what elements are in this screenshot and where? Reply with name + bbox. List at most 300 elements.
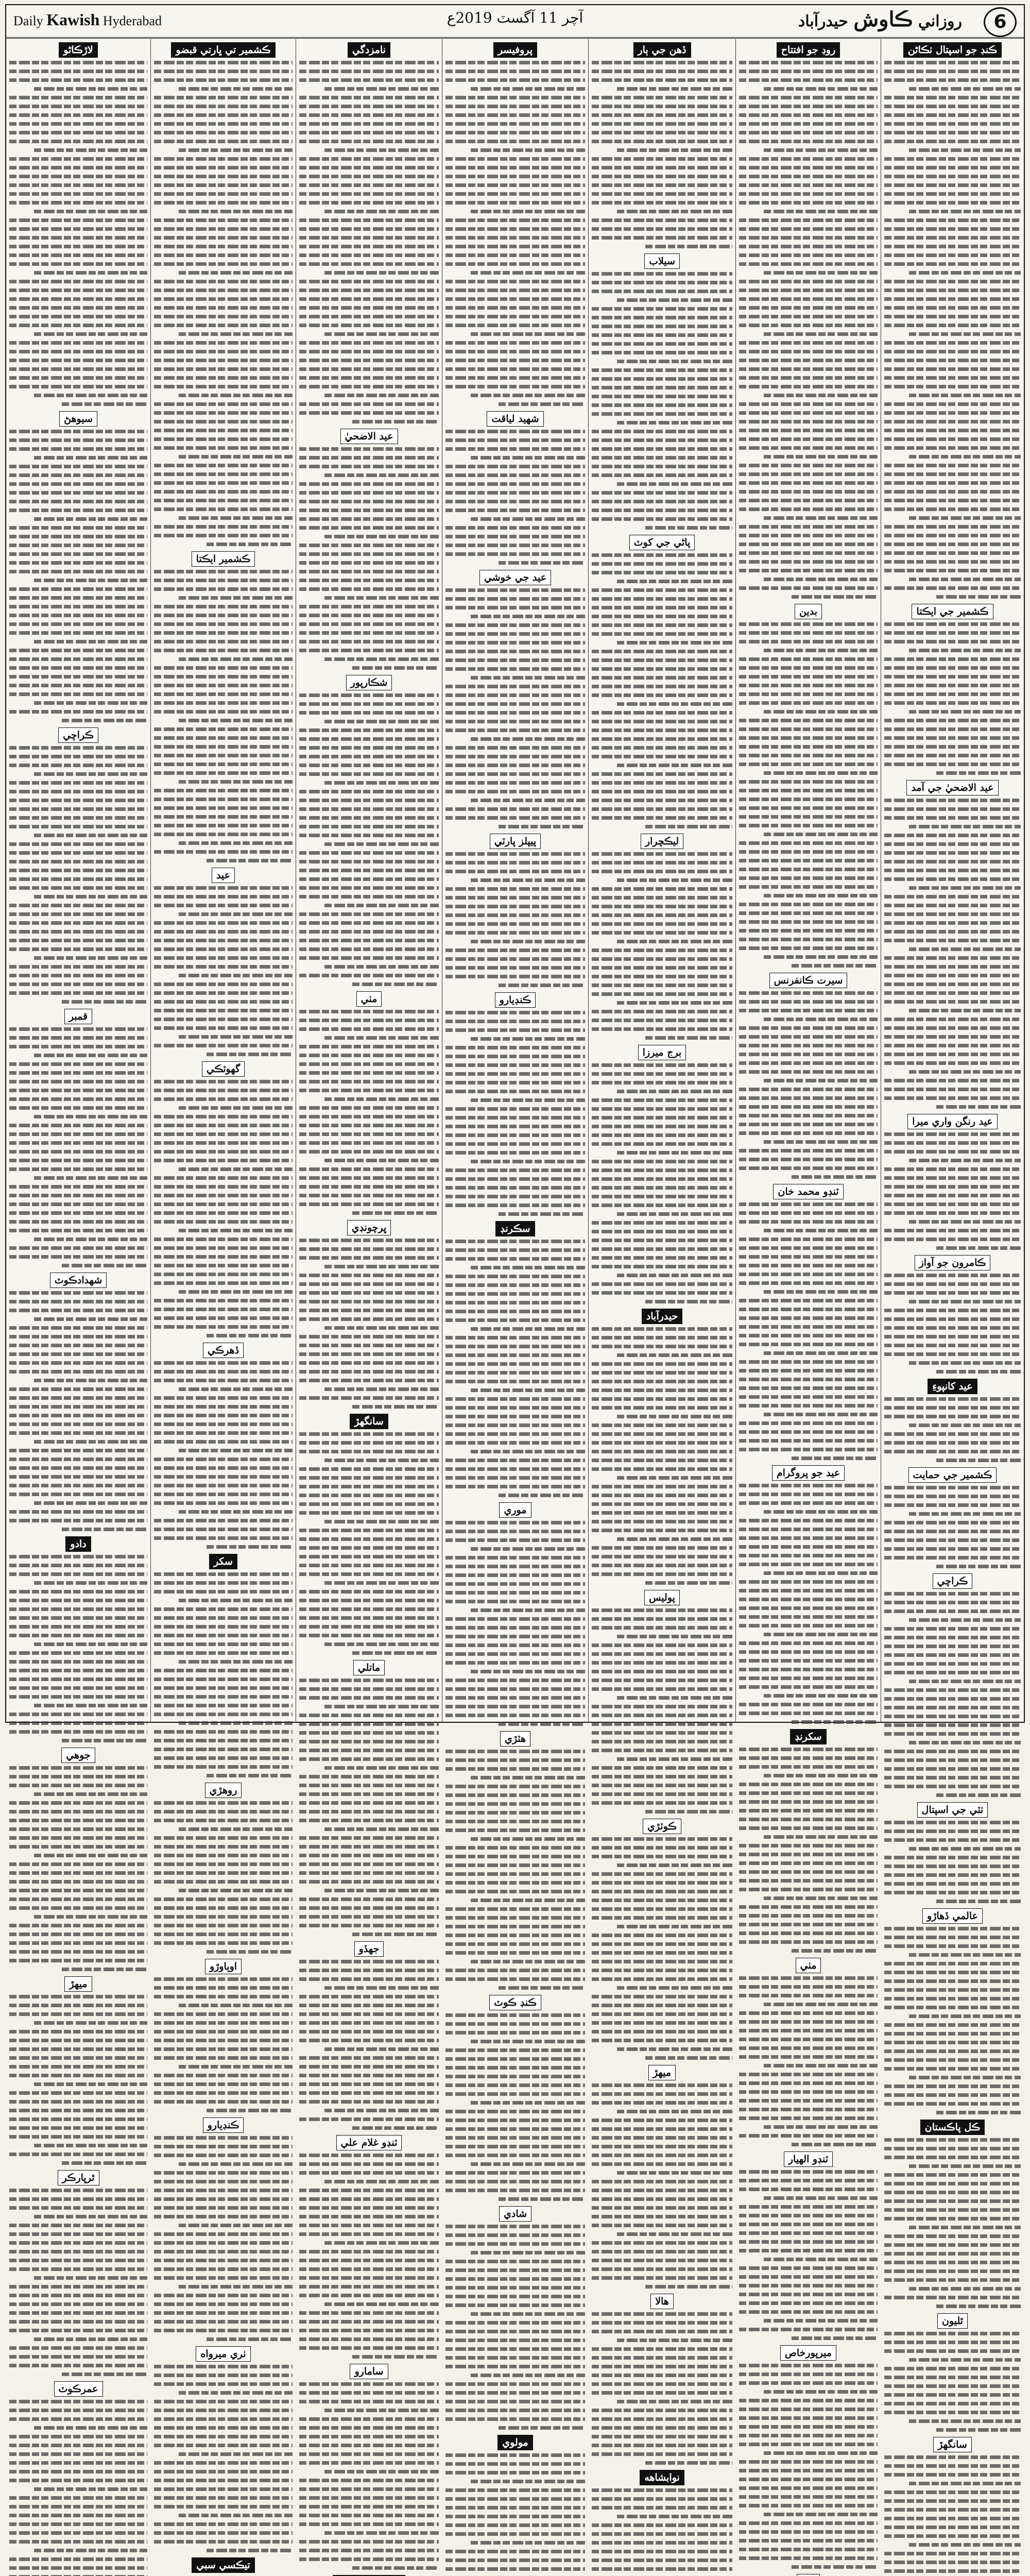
- text-line: [499, 1722, 585, 1726]
- text-line: [299, 1115, 439, 1118]
- text-line: [739, 1096, 878, 1100]
- text-line: [9, 245, 147, 248]
- text-line: [9, 675, 147, 679]
- text-line: [445, 2154, 585, 2157]
- text-line: [592, 1098, 732, 1102]
- text-line: [299, 183, 439, 187]
- text-line: [62, 1739, 147, 1742]
- text-line: [9, 1106, 147, 1110]
- text-line: [739, 675, 878, 679]
- text-line: [179, 841, 293, 845]
- text-line: [884, 543, 1021, 546]
- text-line: [884, 1000, 1021, 1004]
- text-line: [299, 1045, 439, 1048]
- text-line: [592, 1951, 732, 1955]
- text-line: [592, 2206, 732, 2210]
- text-line: [592, 799, 732, 802]
- text-line: [592, 1291, 732, 1295]
- text-line: [592, 2550, 732, 2553]
- text-line: [739, 324, 878, 327]
- story-body: [739, 2364, 878, 2569]
- story-headline: سکر: [209, 1554, 237, 1569]
- text-line: [884, 2349, 1021, 2353]
- text-line: [884, 183, 1021, 187]
- text-line: [154, 701, 293, 705]
- text-line: [739, 280, 878, 283]
- text-line: [592, 807, 732, 811]
- text-line: [154, 367, 293, 371]
- text-line: [592, 183, 732, 187]
- story-headline: شهدادڪوٽ: [50, 1273, 107, 1288]
- text-line: [299, 1906, 439, 1910]
- story-headline: جوهي: [61, 1748, 95, 1763]
- text-line: [9, 1431, 147, 1435]
- text-line: [445, 2567, 585, 2571]
- text-line: [299, 2294, 439, 2297]
- text-line: [884, 2067, 1021, 2071]
- text-line: [299, 456, 439, 460]
- text-line: [299, 1537, 439, 1541]
- text-line: [9, 807, 147, 811]
- text-line: [739, 2364, 878, 2367]
- text-line: [299, 851, 439, 855]
- text-line: [445, 931, 585, 935]
- text-line: [154, 762, 293, 766]
- text-line: [764, 1896, 878, 1900]
- text-line: [445, 2083, 585, 2087]
- text-line: [884, 1530, 1021, 1533]
- text-line: [592, 2532, 732, 2536]
- news-story: [299, 1660, 439, 1936]
- text-line: [299, 1836, 439, 1840]
- text-line: [617, 1863, 732, 1867]
- text-line: [154, 1915, 293, 1919]
- text-line: [324, 2047, 439, 2051]
- text-line: [34, 1704, 147, 1707]
- text-line: [884, 1882, 1021, 1886]
- text-line: [9, 1616, 147, 1620]
- english-paper-name: Kawish: [46, 10, 100, 29]
- text-line: [592, 2558, 732, 2562]
- text-line: [299, 2382, 439, 2386]
- text-line: [445, 685, 585, 688]
- news-story: [299, 1941, 439, 2130]
- text-line: [884, 157, 1021, 161]
- text-line: [471, 456, 585, 460]
- text-line: [739, 622, 878, 626]
- text-line: [739, 2205, 878, 2209]
- text-line: [499, 561, 585, 565]
- text-line: [62, 2372, 147, 2376]
- text-line: [207, 2549, 293, 2552]
- story-headline: مٺي: [796, 1958, 821, 1973]
- text-line: [445, 2268, 585, 2272]
- story-headline: ميهڙ: [648, 2065, 676, 2080]
- text-line: [154, 2136, 293, 2140]
- text-line: [9, 1255, 147, 1259]
- text-line: [299, 737, 439, 741]
- text-line: [739, 472, 878, 476]
- text-line: [592, 1116, 732, 1120]
- story-headline: سيلاب: [644, 253, 680, 269]
- text-line: [324, 148, 439, 152]
- news-story: [739, 2345, 878, 2569]
- text-line: [9, 790, 147, 793]
- text-line: [592, 517, 732, 521]
- text-line: [739, 507, 878, 511]
- text-line: [645, 1581, 732, 1585]
- text-line: [179, 780, 293, 784]
- news-story: [739, 2574, 878, 2576]
- text-line: [154, 1519, 293, 1522]
- text-line: [9, 587, 147, 591]
- text-line: [884, 1495, 1021, 1498]
- text-line: [884, 2243, 1021, 2247]
- text-line: [592, 1388, 732, 1392]
- text-line: [445, 131, 585, 134]
- text-line: [154, 1845, 293, 1849]
- text-line: [154, 253, 293, 257]
- text-line: [739, 1554, 878, 1557]
- text-line: [299, 1897, 439, 1901]
- text-line: [884, 2093, 1021, 2097]
- text-line: [499, 2197, 585, 2201]
- text-line: [9, 2206, 147, 2210]
- story-headline: ڏهرڪي: [203, 1343, 244, 1358]
- story-body: [884, 1397, 1021, 1462]
- text-line: [299, 1616, 439, 1620]
- text-line: [9, 341, 147, 345]
- text-line: [154, 2250, 293, 2253]
- text-line: [299, 755, 439, 758]
- text-line: [592, 992, 732, 996]
- text-line: [179, 1510, 293, 1514]
- text-line: [34, 148, 147, 152]
- text-line: [299, 2267, 439, 2271]
- text-line: [884, 1035, 1021, 1039]
- news-story: [154, 868, 293, 1056]
- text-line: [471, 2162, 585, 2166]
- text-line: [299, 860, 439, 863]
- text-line: [739, 1923, 878, 1926]
- text-line: [592, 571, 732, 574]
- text-line: [739, 2116, 878, 2120]
- text-line: [445, 1942, 585, 1946]
- text-line: [592, 913, 732, 917]
- text-line: [592, 931, 732, 935]
- text-line: [445, 2347, 585, 2351]
- text-line: [884, 701, 1021, 705]
- text-line: [9, 1150, 147, 1154]
- text-line: [299, 614, 439, 617]
- text-line: [445, 1626, 585, 1630]
- text-line: [445, 711, 585, 715]
- text-line: [739, 719, 878, 722]
- news-story: [445, 992, 585, 1216]
- text-line: [299, 122, 439, 126]
- text-line: [884, 1873, 1021, 1877]
- text-line: [884, 175, 1021, 178]
- text-line: [9, 1370, 147, 1374]
- text-line: [154, 2479, 293, 2482]
- text-line: [445, 2286, 585, 2290]
- text-line: [9, 1721, 147, 1725]
- news-story: [592, 1590, 732, 1814]
- text-line: [299, 1546, 439, 1550]
- text-line: [592, 1168, 732, 1172]
- text-line: [299, 2522, 439, 2526]
- text-line: [739, 1826, 878, 1830]
- text-line: [154, 789, 293, 792]
- text-line: [179, 516, 293, 520]
- text-line: [324, 1036, 439, 1040]
- text-line: [445, 324, 585, 327]
- text-line: [154, 939, 293, 942]
- text-line: [445, 1125, 585, 1128]
- text-line: [884, 490, 1021, 494]
- text-line: [739, 789, 878, 792]
- story-headline: پروفيسر: [493, 42, 537, 58]
- text-line: [445, 105, 585, 108]
- text-line: [884, 96, 1021, 99]
- text-line: [299, 500, 439, 503]
- text-line: [299, 1396, 439, 1400]
- text-line: [739, 2266, 878, 2270]
- text-line: [909, 2287, 1021, 2291]
- text-line: [471, 1450, 585, 1453]
- text-line: [739, 806, 878, 810]
- text-line: [154, 70, 293, 73]
- text-line: [154, 1325, 293, 1329]
- text-line: [592, 870, 732, 873]
- text-line: [739, 903, 878, 906]
- text-line: [445, 2409, 585, 2412]
- text-line: [154, 218, 293, 222]
- story-headline: ٺٽي جي اسپتال: [917, 1802, 988, 1818]
- text-line: [471, 1388, 585, 1392]
- text-line: [739, 762, 878, 766]
- text-line: [739, 2214, 878, 2217]
- text-line: [936, 595, 1021, 599]
- story-body: [592, 61, 732, 248]
- news-story: [154, 2557, 293, 2576]
- text-line: [592, 2215, 732, 2218]
- text-line: [154, 1897, 293, 1901]
- text-line: [884, 1450, 1021, 1453]
- text-line: [445, 1767, 585, 1771]
- text-line: [9, 175, 147, 178]
- story-headline: ڪراچي: [58, 727, 98, 743]
- text-line: [792, 964, 878, 968]
- text-line: [739, 736, 878, 740]
- text-line: [739, 1528, 878, 1531]
- story-headline: پيپلز پارٽي: [490, 834, 541, 849]
- text-line: [592, 650, 732, 653]
- text-line: [471, 676, 585, 680]
- text-line: [299, 2276, 439, 2280]
- text-line: [9, 2091, 147, 2095]
- text-line: [154, 2039, 293, 2042]
- text-line: [445, 1600, 585, 1603]
- text-line: [884, 2032, 1021, 2036]
- text-line: [299, 1529, 439, 1532]
- text-line: [154, 684, 293, 687]
- text-line: [9, 227, 147, 231]
- text-line: [884, 834, 1021, 837]
- news-story: [154, 2117, 293, 2341]
- text-line: [909, 2482, 1021, 2485]
- text-line: [739, 1088, 878, 1091]
- text-line: [299, 2056, 439, 2060]
- text-line: [592, 2012, 732, 2016]
- text-line: [324, 87, 439, 91]
- text-line: [884, 1344, 1021, 1347]
- text-line: [445, 385, 585, 388]
- text-line: [299, 2259, 439, 2262]
- text-line: [445, 183, 585, 187]
- text-line: [352, 2566, 439, 2570]
- news-story: [884, 780, 1021, 1109]
- text-line: [884, 192, 1021, 196]
- issue-date: آچر 11 آگسٽ 2019ع: [447, 9, 583, 26]
- text-line: [884, 1026, 1021, 1030]
- text-line: [884, 2208, 1021, 2212]
- news-story: [299, 429, 439, 670]
- text-line: [592, 632, 732, 636]
- text-line: [299, 315, 439, 318]
- text-line: [764, 87, 878, 91]
- text-line: [299, 1555, 439, 1558]
- text-line: [592, 676, 732, 680]
- text-line: [471, 1037, 585, 1041]
- text-line: [9, 61, 147, 64]
- text-line: [154, 1695, 293, 1699]
- text-line: [299, 1969, 439, 1972]
- text-line: [34, 772, 147, 776]
- text-line: [299, 1274, 439, 1277]
- text-line: [884, 1229, 1021, 1232]
- text-line: [34, 1792, 147, 1796]
- text-line: [592, 1432, 732, 1436]
- news-story: [445, 42, 585, 406]
- story-headline: ٽنڊو الهيار: [784, 2151, 833, 2167]
- text-line: [9, 2329, 147, 2332]
- text-line: [739, 2310, 878, 2314]
- text-line: [9, 1836, 147, 1840]
- text-line: [34, 87, 147, 91]
- news-story: [884, 2120, 1021, 2308]
- text-line: [445, 1538, 585, 1542]
- text-line: [739, 1114, 878, 1117]
- text-line: [592, 1731, 732, 1735]
- text-line: [445, 227, 585, 231]
- text-line: [445, 491, 585, 495]
- text-line: [739, 1000, 878, 1004]
- text-line: [884, 2084, 1021, 2088]
- text-line: [154, 675, 293, 679]
- text-line: [739, 2240, 878, 2244]
- story-headline: اوٻاوڙو: [205, 1959, 242, 1974]
- text-line: [154, 1246, 293, 1250]
- text-line: [884, 569, 1021, 572]
- text-line: [445, 262, 585, 266]
- text-line: [739, 1668, 878, 1671]
- text-line: [592, 1801, 732, 1805]
- text-line: [34, 1581, 147, 1585]
- text-line: [739, 1123, 878, 1126]
- text-line: [34, 1115, 147, 1118]
- text-line: [299, 1599, 439, 1602]
- text-line: [154, 2505, 293, 2509]
- text-line: [617, 1986, 732, 1990]
- text-line: [909, 710, 1021, 714]
- text-line: [154, 183, 293, 187]
- news-story: [884, 42, 1021, 599]
- text-line: [739, 2029, 878, 2032]
- story-headline: عيد جي خوشي: [479, 570, 551, 585]
- text-line: [154, 649, 293, 652]
- text-line: [884, 1601, 1021, 1604]
- text-line: [445, 1310, 585, 1313]
- text-line: [324, 904, 439, 907]
- text-line: [739, 1158, 878, 1161]
- text-line: [471, 1160, 585, 1163]
- text-line: [154, 227, 293, 231]
- story-headline: عيد: [212, 868, 235, 883]
- text-line: [617, 2338, 732, 2342]
- text-line: [909, 1070, 1021, 1074]
- text-line: [9, 376, 147, 380]
- text-line: [9, 1132, 147, 1136]
- text-line: [764, 1140, 878, 1144]
- text-line: [471, 2480, 585, 2483]
- text-line: [592, 887, 732, 891]
- story-headline: حيدرآباد: [642, 1309, 682, 1324]
- text-line: [154, 1801, 293, 1805]
- text-line: [739, 218, 878, 222]
- text-line: [299, 1317, 439, 1321]
- text-line: [471, 1837, 585, 1841]
- text-line: [445, 1907, 585, 1911]
- text-line: [9, 2400, 147, 2403]
- text-line: [592, 192, 732, 196]
- text-line: [592, 861, 732, 865]
- text-line: [179, 1827, 293, 1831]
- text-line: [739, 2284, 878, 2287]
- text-line: [154, 2074, 293, 2077]
- text-line: [445, 552, 585, 556]
- text-line: [764, 1229, 878, 1232]
- text-line: [9, 1027, 147, 1031]
- text-line: [445, 1977, 585, 1981]
- story-body: [592, 1327, 732, 1585]
- text-line: [739, 911, 878, 915]
- text-line: [9, 1801, 147, 1805]
- text-line: [154, 1000, 293, 1004]
- story-body: [9, 1291, 147, 1531]
- text-line: [739, 2372, 878, 2376]
- text-line: [884, 525, 1021, 529]
- text-line: [34, 1915, 147, 1919]
- text-line: [299, 2487, 439, 2491]
- story-body: [154, 1572, 293, 1777]
- text-line: [9, 105, 147, 108]
- text-line: [909, 1361, 1021, 1365]
- text-line: [739, 2495, 878, 2499]
- text-line: [34, 1379, 147, 1382]
- text-line: [207, 1545, 293, 1549]
- text-line: [445, 764, 585, 767]
